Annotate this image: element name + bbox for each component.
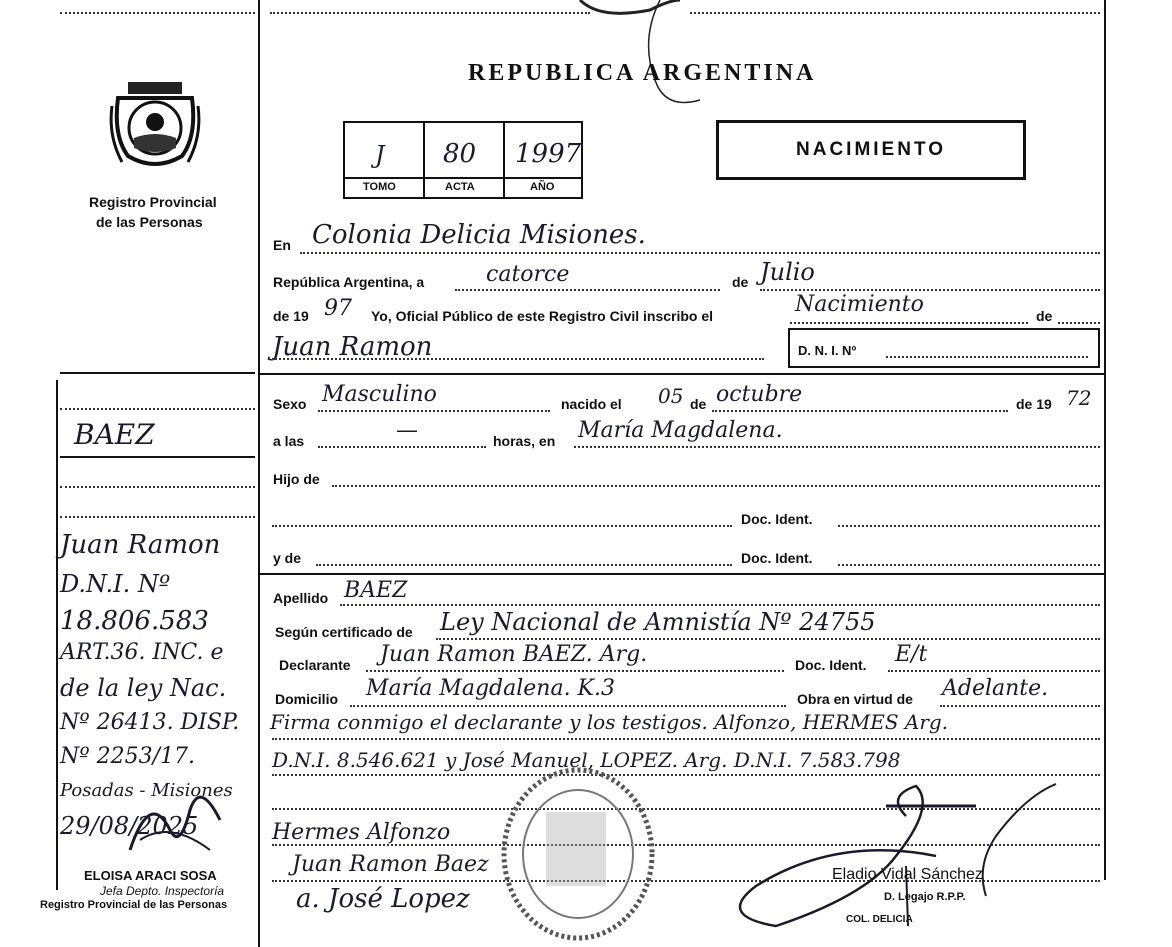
inscribo-dots [790, 322, 1028, 324]
nacido-de-label: de [690, 396, 707, 412]
apellido-value: BAEZ [344, 578, 408, 603]
record-type-label: NACIMIENTO [796, 139, 946, 160]
republica-month: Julio [760, 258, 815, 286]
official-title: D. Legajo R.P.P. [884, 891, 966, 903]
sidebar-annotation-4: ART.36. INC. e [60, 640, 224, 665]
sidebar-rule-1 [60, 372, 255, 374]
sidebar-dots-3 [60, 516, 255, 518]
section-rule-1 [260, 373, 1106, 375]
y-de-doc-label: Doc. Ident. [741, 550, 813, 566]
free-text-line-1: Firma conmigo el declarante y los testigos. Alfonzo, HERMES Arg. [270, 710, 949, 734]
inscribo-suffix-dots [1058, 322, 1100, 324]
declarante-doc-value: E/t [895, 642, 928, 667]
y-de-doc-dots [838, 564, 1100, 566]
declarante-doc-dots [888, 670, 1100, 672]
country-title: REPUBLICA ARGENTINA [468, 60, 817, 86]
a-las-dots [318, 446, 486, 448]
obra-value: Adelante. [942, 676, 1049, 701]
nacido-day: 05 [658, 384, 684, 408]
sidebar-signature-scribble [120, 780, 230, 860]
frame-right-border [1104, 0, 1106, 880]
republica-label: República Argentina, a [273, 274, 425, 290]
certificado-label: Según certificado de [275, 624, 413, 640]
nacido-year: 72 [1066, 386, 1092, 410]
declarante-label: Declarante [279, 657, 351, 673]
office-name-line-2: de las Personas [96, 214, 203, 230]
sidebar-left-border [56, 380, 58, 890]
coat-of-arms-seal [108, 76, 202, 172]
official-round-seal [498, 764, 658, 944]
declarant-signature: Juan Ramon Baez [292, 852, 489, 877]
sidebar-annotation-7: Nº 2253/17. [60, 744, 195, 769]
domicilio-dots [350, 705, 786, 707]
sidebar-dots-1 [60, 408, 255, 410]
sidebar-annotation-6: Nº 26413. DISP. [60, 710, 240, 735]
witness-signature-1: Hermes Alfonzo [272, 820, 451, 845]
anio-value: 1997 [515, 139, 582, 169]
form-top-dots-right [690, 12, 1100, 14]
registered-name: Juan Ramon [272, 332, 433, 362]
record-number-box [343, 121, 583, 199]
horas-label: horas, en [493, 433, 556, 449]
tomo-label: TOMO [363, 181, 396, 193]
sidebar-annotation-8: Posadas - Misiones [60, 780, 233, 801]
form-top-dots [270, 12, 590, 14]
sidebar-annotation-3: 18.806.583 [60, 606, 209, 636]
tomo-value: J [375, 141, 385, 169]
office-name-line-1: Registro Provincial [89, 194, 217, 210]
section-rule-2 [260, 573, 1106, 575]
republica-month-dots [760, 289, 1100, 291]
sidebar-annotation-9: 29/08/2025 [60, 812, 199, 840]
free-text-dots-1 [272, 738, 1100, 740]
hijo-de-dots [332, 485, 1100, 487]
anio-label: AÑO [530, 181, 555, 193]
apellido-dots [340, 604, 1100, 606]
free-text-line-2: D.N.I. 8.546.621 y José Manuel, LOPEZ. Arg. D.N.I. 7.583.798 [272, 748, 901, 772]
obra-dots [940, 705, 1100, 707]
inscribo-value: Nacimiento [795, 292, 924, 317]
sexo-dots [318, 410, 550, 412]
hijo-de-label: Hijo de [273, 471, 320, 487]
birth-place-dots [574, 446, 1100, 448]
sidebar-annotation-5: de la ley Nac. [60, 674, 227, 702]
declarante-value: Juan Ramon BAEZ. Arg. [380, 642, 648, 667]
domicilio-value: María Magdalena. K.3 [366, 676, 615, 701]
a-las-value: — [396, 418, 418, 443]
year-prefix: de 19 [273, 308, 309, 324]
certificado-value: Ley Nacional de Amnistía Nº 24755 [440, 608, 876, 636]
y-de-label: y de [273, 550, 302, 566]
inspector-stamp-title: Jefa Depto. Inspectoría [100, 884, 225, 898]
en-dots [300, 252, 1100, 254]
dni-label: D. N. I. Nº [798, 343, 857, 358]
republica-day-dots [455, 289, 720, 291]
witness-signature-2: a. José Lopez [296, 884, 470, 914]
inspector-stamp-name: ELOISA ARACI SOSA [84, 868, 217, 883]
sidebar-top-dots [60, 12, 255, 14]
oficial-text: Yo, Oficial Público de este Registro Civil inscribo el [371, 308, 714, 324]
nacido-month: octubre [716, 382, 803, 407]
declarante-doc-label: Doc. Ident. [795, 657, 867, 673]
inscribo-suffix: de [1036, 308, 1053, 324]
official-signature-scribble [716, 776, 1076, 936]
republica-day: catorce [486, 262, 570, 287]
doc-ident-1-dots [838, 525, 1100, 527]
a-las-label: a las [273, 433, 305, 449]
nacido-label: nacido el [561, 396, 622, 412]
en-value: Colonia Delicia Misiones. [312, 220, 646, 250]
nacido-month-dots [712, 410, 1008, 412]
republica-de-label: de [732, 274, 749, 290]
sidebar-dots-2 [60, 486, 255, 488]
apellido-label: Apellido [273, 590, 329, 606]
acta-label: ACTA [445, 181, 475, 193]
year-value: 97 [324, 296, 352, 321]
registered-name-dots [272, 358, 764, 360]
sidebar-annotation-1: Juan Ramon [60, 530, 221, 560]
domicilio-label: Domicilio [275, 691, 339, 707]
certificado-dots [436, 638, 1100, 640]
birth-place: María Magdalena. [578, 418, 783, 443]
y-de-dots [316, 564, 732, 566]
record-type-box [716, 120, 1026, 180]
acta-value: 80 [443, 139, 477, 169]
sidebar-annotation-2: D.N.I. Nº [60, 570, 171, 598]
nacido-year-prefix: de 19 [1016, 396, 1052, 412]
doc-ident-1-label: Doc. Ident. [741, 511, 813, 527]
dni-box [788, 328, 1100, 368]
sidebar-surname: BAEZ [74, 418, 155, 451]
dni-dots [886, 356, 1088, 358]
parent1-dots [272, 525, 732, 527]
sidebar-rule-2 [60, 456, 255, 458]
sidebar-divider [258, 0, 260, 947]
declarante-dots [366, 670, 784, 672]
sexo-value: Masculino [322, 382, 437, 407]
en-label: En [273, 237, 291, 253]
obra-label: Obra en virtud de [797, 691, 913, 707]
official-name: Eladio Vidal Sánchez [832, 866, 983, 883]
sexo-label: Sexo [273, 396, 307, 412]
inspector-stamp-office: Registro Provincial de las Personas [40, 899, 228, 911]
official-location: COL. DELICIA [846, 914, 913, 925]
